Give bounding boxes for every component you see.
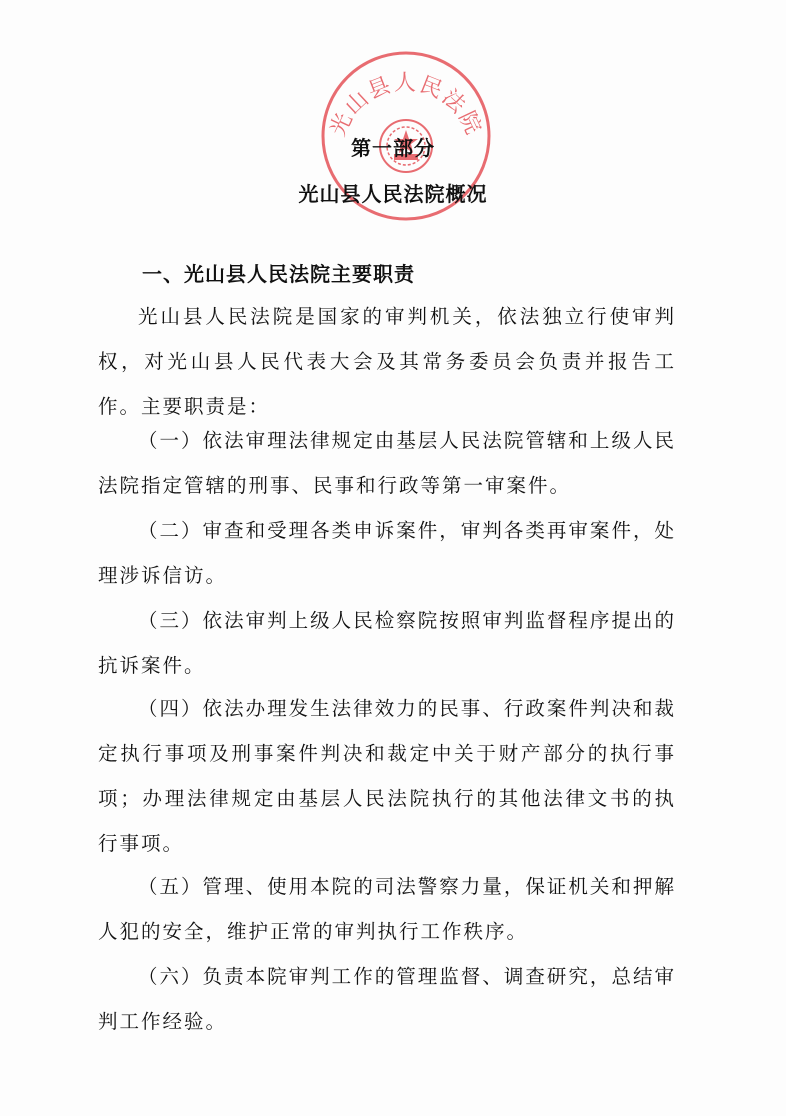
- duty-item-3: （三）依法审判上级人民检察院按照审判监督程序提出的抗诉案件。: [98, 609, 676, 677]
- seal-text: 光山县人民法院: [325, 71, 487, 141]
- duty-item-2: （二）审查和受理各类申诉案件，审判各类再审案件，处理涉诉信访。: [98, 519, 676, 587]
- document-subtitle: 光山县人民法院概况: [298, 182, 488, 206]
- intro-paragraph: 光山县人民法院是国家的审判机关，依法独立行使审判权，对光山县人民代表大会及其常务委员会负责并报告工作。主要职责是：: [98, 305, 676, 418]
- section-heading: 一、光山县人民法院主要职责: [142, 262, 415, 286]
- duty-item-6: （六）负责本院审判工作的管理监督、调查研究，总结审判工作经验。: [98, 965, 676, 1033]
- part-title: 第一部分: [351, 136, 435, 160]
- duty-item-1: （一）依法审理法律规定由基层人民法院管辖和上级人民法院指定管辖的刑事、民事和行政等第一审案件。: [98, 429, 676, 497]
- duty-item-5: （五）管理、使用本院的司法警察力量，保证机关和押解人犯的安全，维护正常的审判执行工作秩序。: [98, 875, 676, 943]
- duty-item-4: （四）依法办理发生法律效力的民事、行政案件判决和裁定执行事项及刑事案件判决和裁定中关于财产部分的执行事项；办理法律规定由基层人民法院执行的其他法律文书的执行事项。: [98, 697, 676, 855]
